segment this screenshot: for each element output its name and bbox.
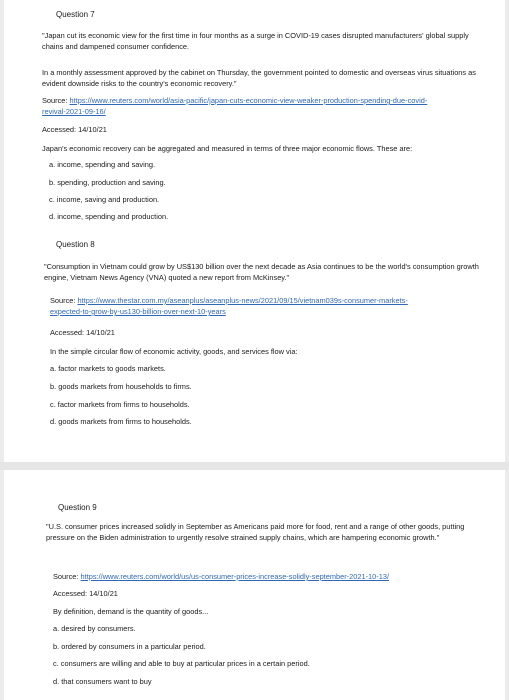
- question-7-option-d[interactable]: d. income, spending and production.: [49, 212, 169, 221]
- question-7-option-b[interactable]: b. spending, production and saving.: [49, 178, 166, 187]
- question-8-option-c[interactable]: c. factor markets from firms to households.: [50, 400, 190, 409]
- page-separator: [0, 462, 509, 470]
- question-8-option-b[interactable]: b. goods markets from households to firms.: [50, 382, 192, 391]
- question-9-title: Question 9: [58, 503, 97, 512]
- question-8-title: Question 8: [56, 240, 95, 249]
- question-9-option-a[interactable]: a. desired by consumers.: [53, 624, 136, 633]
- question-9-option-b[interactable]: b. ordered by consumers in a particular period.: [53, 642, 206, 651]
- question-7-source-link[interactable]: https://www.reuters.com/world/asia-pacific/japan-cuts-economic-view-weaker-production-spending-due-covid-: [69, 96, 428, 105]
- question-7-quote-2: In a monthly assessment approved by the cabinet on Thursday, the government pointed to domestic and overseas virus situations as evident downside risks to the country's economic recovery.": [42, 68, 476, 88]
- question-7-stem: Japan's economic recovery can be aggregated and measured in terms of three major economic flows. These are:: [42, 144, 413, 153]
- question-7-title: Question 7: [56, 10, 95, 19]
- question-9-source-link[interactable]: https://www.reuters.com/world/us/us-consumer-prices-increase-solidly-september-2021-10-13/: [80, 572, 389, 581]
- question-7-accessed: Accessed: 14/10/21: [42, 125, 107, 134]
- question-7-source: [42, 96, 427, 107]
- question-9-quote: "U.S. consumer prices increased solidly in September as Americans paid more for food, rent and a range of other goods, putting pressure on the Biden administration to urgently resolve strained supply chains, which are hampering economic growth.": [46, 522, 465, 542]
- question-7-option-c[interactable]: c. income, saving and production.: [49, 195, 160, 204]
- source-label: Source:: [42, 96, 70, 105]
- question-8-source-link[interactable]: https://www.thestar.com.my/aseanplus/aseanplus-news/2021/09/15/vietnam039s-consumer-markets-: [77, 296, 408, 305]
- question-9-option-d[interactable]: d. that consumers want to buy: [53, 677, 152, 686]
- question-8-quote: "Consumption in Vietnam could grow by US$130 billion over the next decade as Asia continues to be the world's consumption growth engine, Vietnam News Agency (VNA) quoted a new report from McKinsey.": [44, 262, 479, 282]
- source-label: Source:: [50, 296, 78, 305]
- question-8-option-d[interactable]: d. goods markets from firms to households.: [50, 417, 192, 426]
- question-9-stem: By definition, demand is the quantity of goods...: [53, 607, 209, 616]
- question-8-option-a[interactable]: a. factor markets to goods markets.: [50, 364, 166, 373]
- question-8-accessed: Accessed: 14/10/21: [50, 328, 115, 337]
- question-7-option-a[interactable]: a. income, spending and saving.: [49, 160, 156, 169]
- question-7-source-link-cont[interactable]: revival-2021-09-16/: [42, 107, 106, 116]
- question-9-option-c[interactable]: c. consumers are willing and able to buy at particular prices in a certain period.: [53, 659, 310, 668]
- question-9-accessed: Accessed: 14/10/21: [53, 589, 118, 598]
- question-8-stem: In the simple circular flow of economic activity, goods, and services flow via:: [50, 347, 298, 356]
- question-8-source-link-cont[interactable]: expected-to-grow-by-us130-billion-over-next-10-years: [50, 307, 226, 316]
- question-8-source: [50, 296, 408, 307]
- question-9-source: [53, 572, 389, 583]
- source-label: Source:: [53, 572, 81, 581]
- question-7-quote: "Japan cut its economic view for the first time in four months as a surge in COVID-19 cases disrupted manufacturers' global supply chains and dampened consumer confidence.: [42, 31, 469, 51]
